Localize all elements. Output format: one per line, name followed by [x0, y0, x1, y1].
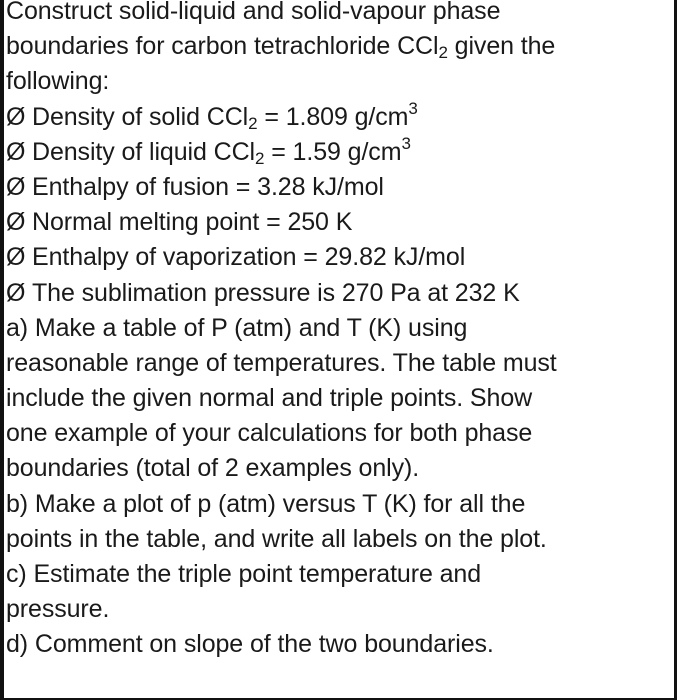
subscript: 2 [248, 113, 258, 133]
bullet-icon: Ø [6, 172, 26, 201]
question-b-line: b) Make a plot of p (atm) versus T (K) for all the [6, 489, 526, 518]
bullet-icon: Ø [6, 278, 26, 307]
item-text: Density of solid CCl [32, 102, 249, 131]
item-text: = 1.59 g/cm [264, 137, 402, 166]
question-a-line: boundaries (total of 2 examples only). [6, 454, 420, 483]
intro-line: Construct solid-liquid and solid-vapour phase [6, 0, 501, 25]
item-text: Enthalpy of vaporization = 29.82 kJ/mol [32, 243, 466, 272]
question-c-line: c) Estimate the triple point temperature and [6, 560, 482, 588]
superscript: 3 [408, 98, 418, 118]
data-item-vaporization-enthalpy [6, 240, 670, 275]
subscript: 2 [438, 43, 448, 63]
problem-text [6, 0, 670, 663]
question-a-line: include the given normal and triple points. Show [6, 384, 533, 413]
data-item-fusion-enthalpy [6, 170, 670, 205]
data-item-sublimation-pressure [6, 276, 670, 311]
question-a-line: a) Make a table of P (atm) and T (K) using [6, 313, 468, 342]
intro-text: given the [447, 32, 556, 61]
question-a-line: one example of your calculations for both phase [6, 419, 533, 448]
question-a-line: reasonable range of temperatures. The table must [6, 348, 557, 377]
bullet-icon: Ø [6, 137, 26, 166]
subscript: 2 [255, 148, 265, 168]
item-text: Enthalpy of fusion = 3.28 kJ/mol [32, 172, 384, 201]
item-text: The sublimation pressure is 270 Pa at 232 K [32, 278, 520, 307]
bullet-icon: Ø [6, 208, 26, 237]
question-c-line: pressure. [6, 595, 110, 624]
superscript: 3 [401, 133, 411, 153]
bullet-icon: Ø [6, 102, 26, 131]
item-text: = 1.809 g/cm [257, 102, 409, 131]
intro-line: following: [6, 67, 110, 96]
data-item-liquid-density [6, 135, 670, 170]
intro-line [6, 29, 670, 64]
item-text: Normal melting point = 250 K [32, 208, 353, 237]
data-item-solid-density [6, 100, 670, 135]
data-item-melting-point [6, 205, 670, 240]
question-b-line: points in the table, and write all labels on the plot. [6, 524, 547, 553]
bullet-icon: Ø [6, 243, 26, 272]
intro-text: boundaries for carbon tetrachloride CCl [6, 32, 439, 61]
question-d-line: d) Comment on slope of the two boundaries. [6, 630, 494, 659]
item-text: Density of liquid CCl [32, 137, 255, 166]
